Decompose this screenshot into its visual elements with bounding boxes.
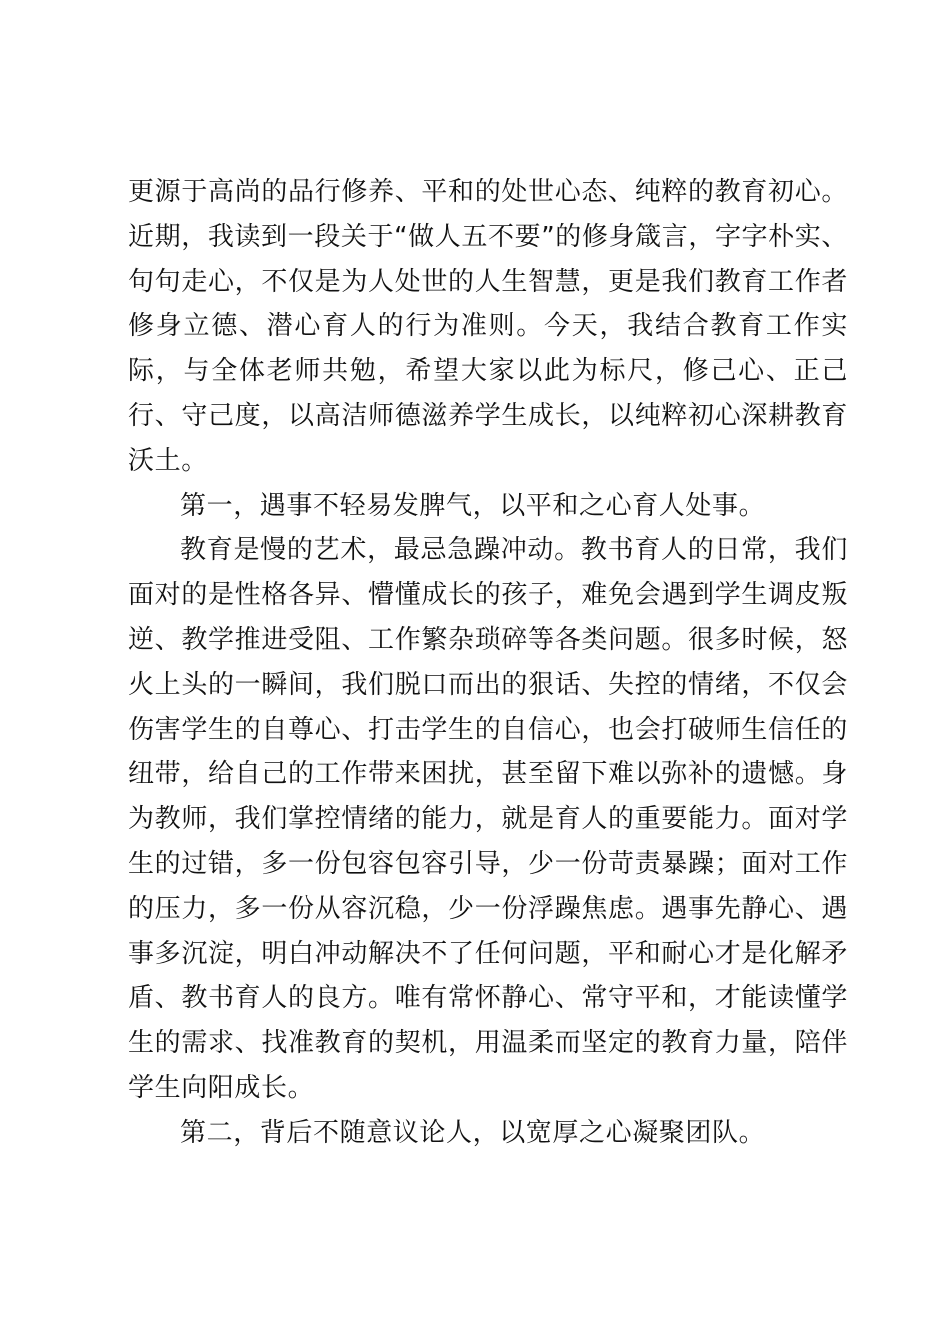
paragraph-first-body: 教育是慢的艺术，最忌急躁冲动。教书育人的日常，我们面对的是性格各异、懵懂成长的孩子，难免会遇到学生调皮叛逆、教学推进受阻、工作繁杂琐碎等各类问题。很多时候，怒火上头的一瞬间，我们脱口而出的狠话、失控的情绪，不仅会伤害学生的自尊心、打击学生的自信心，也会打破师生信任的纽带，给自己的工作带来困扰，甚至留下难以弥补的遗憾。身为教师，我们掌控情绪的能力，就是育人的重要能力。面对学生的过错，多一份包容包容引导，少一份苛责暴躁；面对工作的压力，多一份从容沉稳，少一份浮躁焦虑。遇事先静心、遇事多沉淀，明白冲动解决不了任何问题，平和耐心才是化解矛盾、教书育人的良方。唯有常怀静心、常守平和，才能读懂学生的需求、找准教育的契机，用温柔而坚定的教育力量，陪伴学生向阳成长。	[128, 535, 848, 1103]
document-body	[128, 170, 848, 1156]
section-heading-second: 第二，背后不随意议论人，以宽厚之心凝聚团队。	[180, 1117, 766, 1148]
paragraph-intro: 更源于高尚的品行修养、平和的处世心态、纯粹的教育初心。近期，我读到一段关于“做人五不要”的修身箴言，字字朴实、句句走心，不仅是为人处世的人生智慧，更是我们教育工作者修身立德、潜心育人的行为准则。今天，我结合教育工作实际，与全体老师共勉，希望大家以此为标尺，修己心、正己行、守己度，以高洁师德滋养学生成长，以纯粹初心深耕教育沃土。	[128, 177, 848, 476]
section-heading-first: 第一，遇事不轻易发脾气，以平和之心育人处事。	[180, 490, 766, 521]
